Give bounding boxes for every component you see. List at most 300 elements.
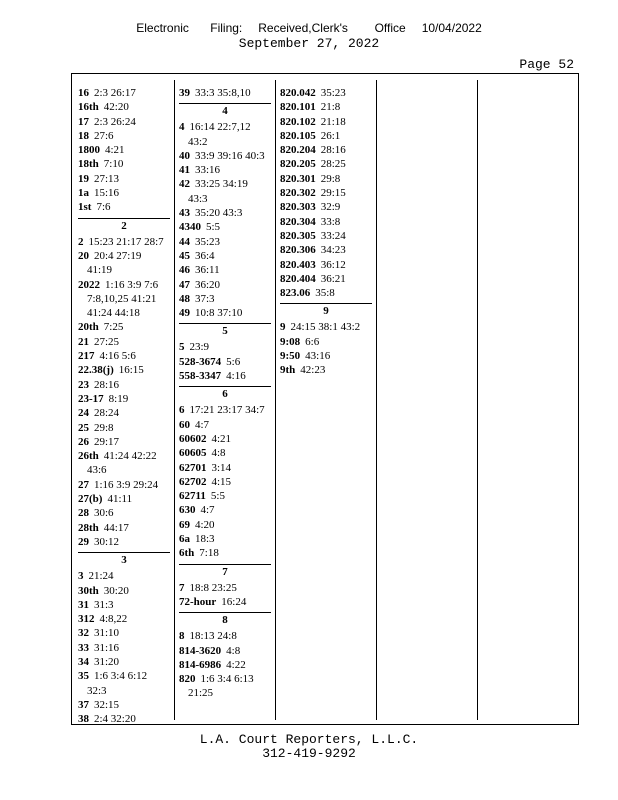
page-line-refs: 4:8,22 [99, 613, 128, 626]
index-term: 7 [179, 581, 185, 594]
page-line-refs: 28:16 [320, 144, 346, 157]
index-term: 16 [78, 87, 89, 99]
page-line-refs: 1:16 3:9 7:6 [105, 278, 159, 291]
index-entry [179, 475, 271, 489]
page-line-refs: 21:8 [320, 101, 341, 114]
index-entry [179, 220, 271, 234]
index-term: 23 [78, 378, 89, 391]
index-entry [78, 521, 170, 535]
index-entry [179, 489, 271, 503]
page-line-refs: 35:23 [195, 235, 221, 248]
index-entry [179, 658, 271, 672]
index-term: 820.105 [280, 129, 316, 142]
page-line-refs: 28:25 [320, 158, 346, 171]
index-term: 28 [78, 507, 89, 520]
index-term: 21 [78, 335, 89, 348]
index-entry [179, 629, 271, 643]
index-term: 16th [78, 101, 99, 114]
page-line-refs: 43:3 [188, 192, 208, 205]
page-line-refs: 43:6 [87, 464, 107, 477]
page-line-refs: 4:15 [211, 475, 232, 488]
transcript-date: September 27, 2022 [238, 36, 380, 51]
page-line-refs: 41:19 [87, 264, 113, 277]
index-term: 60605 [179, 447, 207, 460]
index-entry [179, 595, 271, 609]
index-entry [78, 421, 170, 435]
index-term: 9 [280, 321, 286, 334]
index-entry [179, 532, 271, 546]
index-entry [78, 363, 170, 377]
index-entry [280, 129, 372, 143]
page-line-refs: 4:16 [226, 370, 246, 383]
index-term: 69 [179, 518, 190, 531]
index-term: 217 [78, 350, 95, 363]
page-line-refs: 21:24 [88, 570, 114, 583]
index-term: 1a [78, 187, 89, 200]
index-entry [78, 335, 170, 349]
page-line-refs: 23:9 [189, 341, 210, 354]
reporter-phone: 312-419-9292 [262, 746, 356, 761]
index-entry [78, 200, 170, 214]
index-entry [280, 243, 372, 257]
index-term: 22.38(j) [78, 364, 114, 377]
section-header [179, 323, 271, 338]
index-entry [280, 272, 372, 286]
page-line-refs: 34:23 [320, 244, 346, 257]
page-line-refs: 15:16 [94, 187, 120, 200]
page-line-refs: 1:6 3:4 6:13 [200, 673, 254, 686]
column-divider [376, 80, 377, 720]
index-entry [78, 86, 170, 100]
index-entry [179, 503, 271, 517]
index-entry [78, 378, 170, 392]
index-term: 38 [78, 713, 89, 726]
index-term: 60 [179, 418, 190, 431]
index-term: 9th [280, 364, 296, 377]
index-entry [179, 369, 271, 383]
page-line-refs: 16:24 [221, 595, 247, 608]
index-term: 820.205 [280, 158, 316, 171]
index-term: 5 [179, 341, 185, 354]
page-line-refs: 26:1 [320, 129, 341, 142]
index-term: 6 [179, 404, 185, 417]
index-term: 45 [179, 249, 190, 262]
footer [0, 733, 618, 761]
page-line-refs: 21:18 [320, 115, 346, 128]
index-term: 2 [78, 235, 84, 248]
index-entry [179, 206, 271, 220]
index-entry [280, 320, 372, 334]
index-entry [280, 86, 372, 100]
page-line-refs: 16:15 [118, 364, 144, 377]
index-term: 820.204 [280, 144, 316, 157]
page-line-refs: 1:6 3:4 6:12 [94, 670, 148, 683]
page-line-refs: 27:13 [94, 172, 120, 185]
index-term: 4340 [179, 221, 201, 234]
page-line-refs: 1:16 3:9 29:24 [94, 478, 159, 491]
index-entry [280, 335, 372, 349]
page-line-refs: 31:16 [94, 641, 120, 654]
page-line-refs: 27:25 [94, 335, 120, 348]
index-term: 72-hour [179, 595, 217, 608]
index-term: 35 [78, 670, 89, 683]
index-entry [78, 249, 170, 278]
filing-stamp: Electronic Filing: Received,Clerk's Office 10/04/2022 [136, 21, 482, 35]
page-line-refs: 29:17 [94, 435, 120, 448]
page-line-refs: 32:9 [320, 201, 341, 214]
index-entry [179, 306, 271, 320]
index-term: 1800 [78, 144, 100, 157]
page-line-refs: 7:6 [96, 201, 111, 214]
index-entry [78, 143, 170, 157]
section-header [179, 612, 271, 627]
index-term: 39 [179, 87, 190, 99]
page-line-refs: 33:24 [320, 229, 346, 242]
index-term: 3 [78, 570, 84, 583]
index-term: 18th [78, 158, 99, 171]
section-header [179, 564, 271, 579]
index-entry [179, 581, 271, 595]
index-entry [179, 418, 271, 432]
page-line-refs: 35:8 [315, 287, 335, 300]
page-line-refs: 4:21 [211, 432, 232, 445]
page-line-refs: 31:20 [94, 655, 120, 668]
page-line-refs: 2:4 32:20 [94, 713, 136, 726]
index-entry [78, 698, 170, 712]
index-entry [78, 569, 170, 583]
index-term: 49 [179, 307, 190, 320]
index-term: 62702 [179, 475, 207, 488]
index-term: 19 [78, 172, 89, 185]
page-line-refs: 4:7 [200, 504, 215, 517]
index-entry [78, 712, 170, 726]
index-entry [78, 598, 170, 612]
page-line-refs: 3:14 [211, 461, 232, 474]
index-term: 25 [78, 421, 89, 434]
page-line-refs: 4:16 5:6 [99, 350, 136, 363]
index-term: 558-3347 [179, 370, 222, 383]
index-term: 820.101 [280, 101, 316, 114]
index-entry [280, 100, 372, 114]
page-line-refs: 7:18 [199, 547, 219, 560]
page-line-refs: 8:19 [108, 392, 129, 405]
page-line-refs: 33:3 35:8,10 [195, 87, 251, 99]
index-entry [78, 449, 170, 478]
index-entry [179, 461, 271, 475]
page-line-refs: 21:25 [188, 687, 214, 700]
section-label: 5 [222, 325, 228, 338]
index-term: 42 [179, 178, 190, 191]
page-line-refs: 30:12 [94, 535, 120, 548]
index-entry [78, 349, 170, 363]
page-line-refs: 37:3 [195, 292, 215, 305]
index-term: 6th [179, 547, 195, 560]
index-term: 27(b) [78, 493, 103, 506]
index-term: 31 [78, 598, 89, 611]
index-entry [78, 492, 170, 506]
index-term: 46 [179, 264, 190, 277]
page-line-refs: 7:25 [103, 321, 124, 334]
index-entry [280, 363, 372, 377]
page-line-refs: 36:20 [195, 278, 221, 291]
index-entry [78, 641, 170, 655]
index-term: 18 [78, 129, 89, 142]
index-entry [179, 149, 271, 163]
page-line-refs: 4:21 [105, 144, 125, 157]
index-term: 20 [78, 249, 89, 262]
index-term: 9:08 [280, 335, 301, 348]
section-label: 8 [222, 614, 228, 627]
section-label: 9 [323, 305, 329, 318]
index-term: 2022 [78, 278, 100, 291]
index-term: 814-3620 [179, 644, 222, 657]
index-term: 41 [179, 164, 190, 177]
index-entry [78, 535, 170, 549]
index-entry [78, 406, 170, 420]
page-line-refs: 16:14 22:7,12 [189, 121, 251, 134]
page-line-refs: 18:8 23:25 [189, 581, 237, 594]
page-line-refs: 42:23 [300, 364, 326, 377]
index-term: 26th [78, 450, 99, 463]
index-term: 27 [78, 478, 89, 491]
index-term: 814-6986 [179, 658, 222, 671]
index-entry [179, 546, 271, 560]
page-line-refs: 32:3 [87, 684, 107, 697]
column-divider [174, 80, 175, 720]
index-entry [78, 584, 170, 598]
index-term: 8 [179, 630, 185, 643]
index-term: 820.102 [280, 115, 316, 128]
index-entry [280, 143, 372, 157]
page-line-refs: 17:21 23:17 34:7 [189, 404, 265, 417]
section-label: 3 [121, 554, 127, 567]
index-entry [280, 200, 372, 214]
index-entry [179, 278, 271, 292]
page-line-refs: 4:7 [195, 418, 210, 431]
index-column-3 [280, 86, 372, 378]
index-term: 20th [78, 321, 99, 334]
page-line-refs: 18:13 24:8 [189, 630, 237, 643]
page-line-refs: 2:3 26:24 [94, 115, 136, 128]
page-line-refs: 5:5 [206, 221, 221, 234]
index-term: 40 [179, 149, 190, 162]
index-entry [78, 392, 170, 406]
index-entry [179, 249, 271, 263]
index-entry [78, 235, 170, 249]
index-entry [280, 172, 372, 186]
section-label: 6 [222, 388, 228, 401]
index-entry [179, 177, 271, 206]
section-label: 4 [222, 105, 228, 118]
page-line-refs: 42:20 [103, 101, 129, 114]
index-entry [179, 432, 271, 446]
index-term: 820.302 [280, 187, 316, 200]
index-entry [179, 163, 271, 177]
page-line-refs: 33:9 39:16 40:3 [195, 149, 265, 162]
index-term: 37 [78, 698, 89, 711]
page-line-refs: 27:6 [94, 129, 114, 142]
index-term: 62701 [179, 461, 207, 474]
index-column-2 [179, 86, 271, 701]
column-divider [275, 80, 276, 720]
index-term: 28th [78, 521, 99, 534]
index-entry [78, 478, 170, 492]
index-entry [179, 263, 271, 277]
page-line-refs: 15:23 21:17 28:7 [88, 235, 164, 248]
index-term: 26 [78, 435, 89, 448]
index-entry [179, 518, 271, 532]
index-term: 30th [78, 584, 99, 597]
index-term: 820.404 [280, 272, 316, 285]
index-entry [78, 612, 170, 626]
index-term: 6a [179, 533, 190, 546]
index-entry [280, 215, 372, 229]
index-entry [179, 292, 271, 306]
page-line-refs: 20:4 27:19 [94, 249, 142, 262]
page-line-refs: 4:8 [226, 644, 241, 657]
index-term: 820.042 [280, 87, 316, 99]
page-line-refs: 43:16 [305, 350, 331, 363]
page-line-refs: 31:10 [94, 627, 120, 640]
index-term: 630 [179, 504, 196, 517]
section-header [78, 218, 170, 233]
index-entry [78, 186, 170, 200]
page-line-refs: 32:15 [94, 698, 120, 711]
page-line-refs: 28:16 [94, 378, 120, 391]
page-line-refs: 41:11 [107, 493, 133, 506]
index-entry [179, 644, 271, 658]
index-term: 4 [179, 121, 185, 134]
index-term: 820.304 [280, 215, 316, 228]
index-term: 820.303 [280, 201, 316, 214]
index-entry [78, 435, 170, 449]
index-entry [179, 235, 271, 249]
page-line-refs: 24:15 38:1 43:2 [290, 321, 361, 334]
page-line-refs: 41:24 44:18 [87, 307, 140, 320]
page-line-refs: 18:3 [195, 533, 215, 546]
index-entry [78, 129, 170, 143]
page-line-refs: 43:2 [188, 135, 208, 148]
index-entry [179, 355, 271, 369]
index-entry [280, 186, 372, 200]
index-entry [78, 278, 170, 321]
page-line-refs: 35:23 [320, 87, 346, 99]
index-entry [78, 506, 170, 520]
index-term: 820.305 [280, 229, 316, 242]
page-line-refs: 4:8 [211, 447, 226, 460]
section-header [179, 386, 271, 401]
index-term: 62711 [179, 490, 206, 503]
index-entry [280, 157, 372, 171]
index-term: 44 [179, 235, 190, 248]
page-line-refs: 33:16 [195, 164, 221, 177]
index-entry [78, 655, 170, 669]
index-entry [280, 286, 372, 300]
page-line-refs: 30:6 [94, 507, 114, 520]
index-entry [78, 100, 170, 114]
index-entry [280, 258, 372, 272]
page-line-refs: 36:21 [320, 272, 346, 285]
index-entry [179, 446, 271, 460]
index-entry [179, 672, 271, 701]
index-entry [179, 403, 271, 417]
index-entry [179, 86, 271, 100]
index-entry [78, 669, 170, 698]
page-line-refs: 29:8 [94, 421, 114, 434]
index-entry [78, 320, 170, 334]
index-term: 32 [78, 627, 89, 640]
page-line-refs: 33:25 34:19 [195, 178, 248, 191]
index-entry [280, 115, 372, 129]
index-term: 820 [179, 673, 196, 686]
index-term: 60602 [179, 432, 207, 445]
index-term: 33 [78, 641, 89, 654]
section-header [280, 303, 372, 318]
index-term: 9:50 [280, 350, 301, 363]
page-line-refs: 28:24 [94, 407, 120, 420]
page-line-refs: 5:6 [226, 355, 241, 368]
page-line-refs: 6:6 [305, 335, 320, 348]
index-term: 29 [78, 535, 89, 548]
section-header [179, 103, 271, 118]
page-line-refs: 44:17 [103, 521, 129, 534]
page-line-refs: 7:10 [103, 158, 124, 171]
section-label: 2 [121, 219, 127, 232]
index-term: 43 [179, 207, 190, 220]
page-line-refs: 33:8 [320, 215, 341, 228]
page-line-refs: 35:20 43:3 [195, 207, 243, 220]
index-term: 820.301 [280, 172, 316, 185]
reporter-company: L.A. Court Reporters, L.L.C. [199, 732, 419, 747]
page-line-refs: 10:8 37:10 [195, 307, 243, 320]
index-entry [179, 120, 271, 149]
index-entry [78, 172, 170, 186]
page-number: Page 52 [519, 57, 574, 72]
column-divider [477, 80, 478, 720]
page-line-refs: 36:11 [195, 264, 220, 277]
section-header [78, 552, 170, 567]
page-line-refs: 2:3 26:17 [94, 87, 136, 99]
index-term: 823.06 [280, 287, 311, 300]
page-line-refs: 29:8 [320, 172, 341, 185]
index-term: 47 [179, 278, 190, 291]
index-term: 820.403 [280, 258, 316, 271]
index-entry [78, 115, 170, 129]
index-term: 17 [78, 115, 89, 128]
page-line-refs: 7:8,10,25 41:21 [87, 292, 157, 305]
page-line-refs: 41:24 42:22 [103, 450, 157, 463]
page-line-refs: 30:20 [103, 584, 129, 597]
index-term: 820.306 [280, 244, 316, 257]
index-term: 48 [179, 292, 190, 305]
index-term: 23-17 [78, 392, 104, 405]
page-line-refs: 5:5 [210, 490, 225, 503]
page-line-refs: 36:4 [195, 249, 215, 262]
index-term: 528-3674 [179, 355, 222, 368]
index-entry [280, 229, 372, 243]
page-line-refs: 31:3 [94, 598, 114, 611]
index-term: 24 [78, 407, 89, 420]
index-entry [78, 626, 170, 640]
index-term: 1st [78, 201, 92, 214]
index-entry [179, 340, 271, 354]
page-line-refs: 4:20 [195, 518, 215, 531]
index-column-1 [78, 86, 170, 726]
page-line-refs: 29:15 [320, 187, 346, 200]
index-entry [78, 157, 170, 171]
page-line-refs: 36:12 [320, 258, 346, 271]
index-term: 34 [78, 655, 89, 668]
